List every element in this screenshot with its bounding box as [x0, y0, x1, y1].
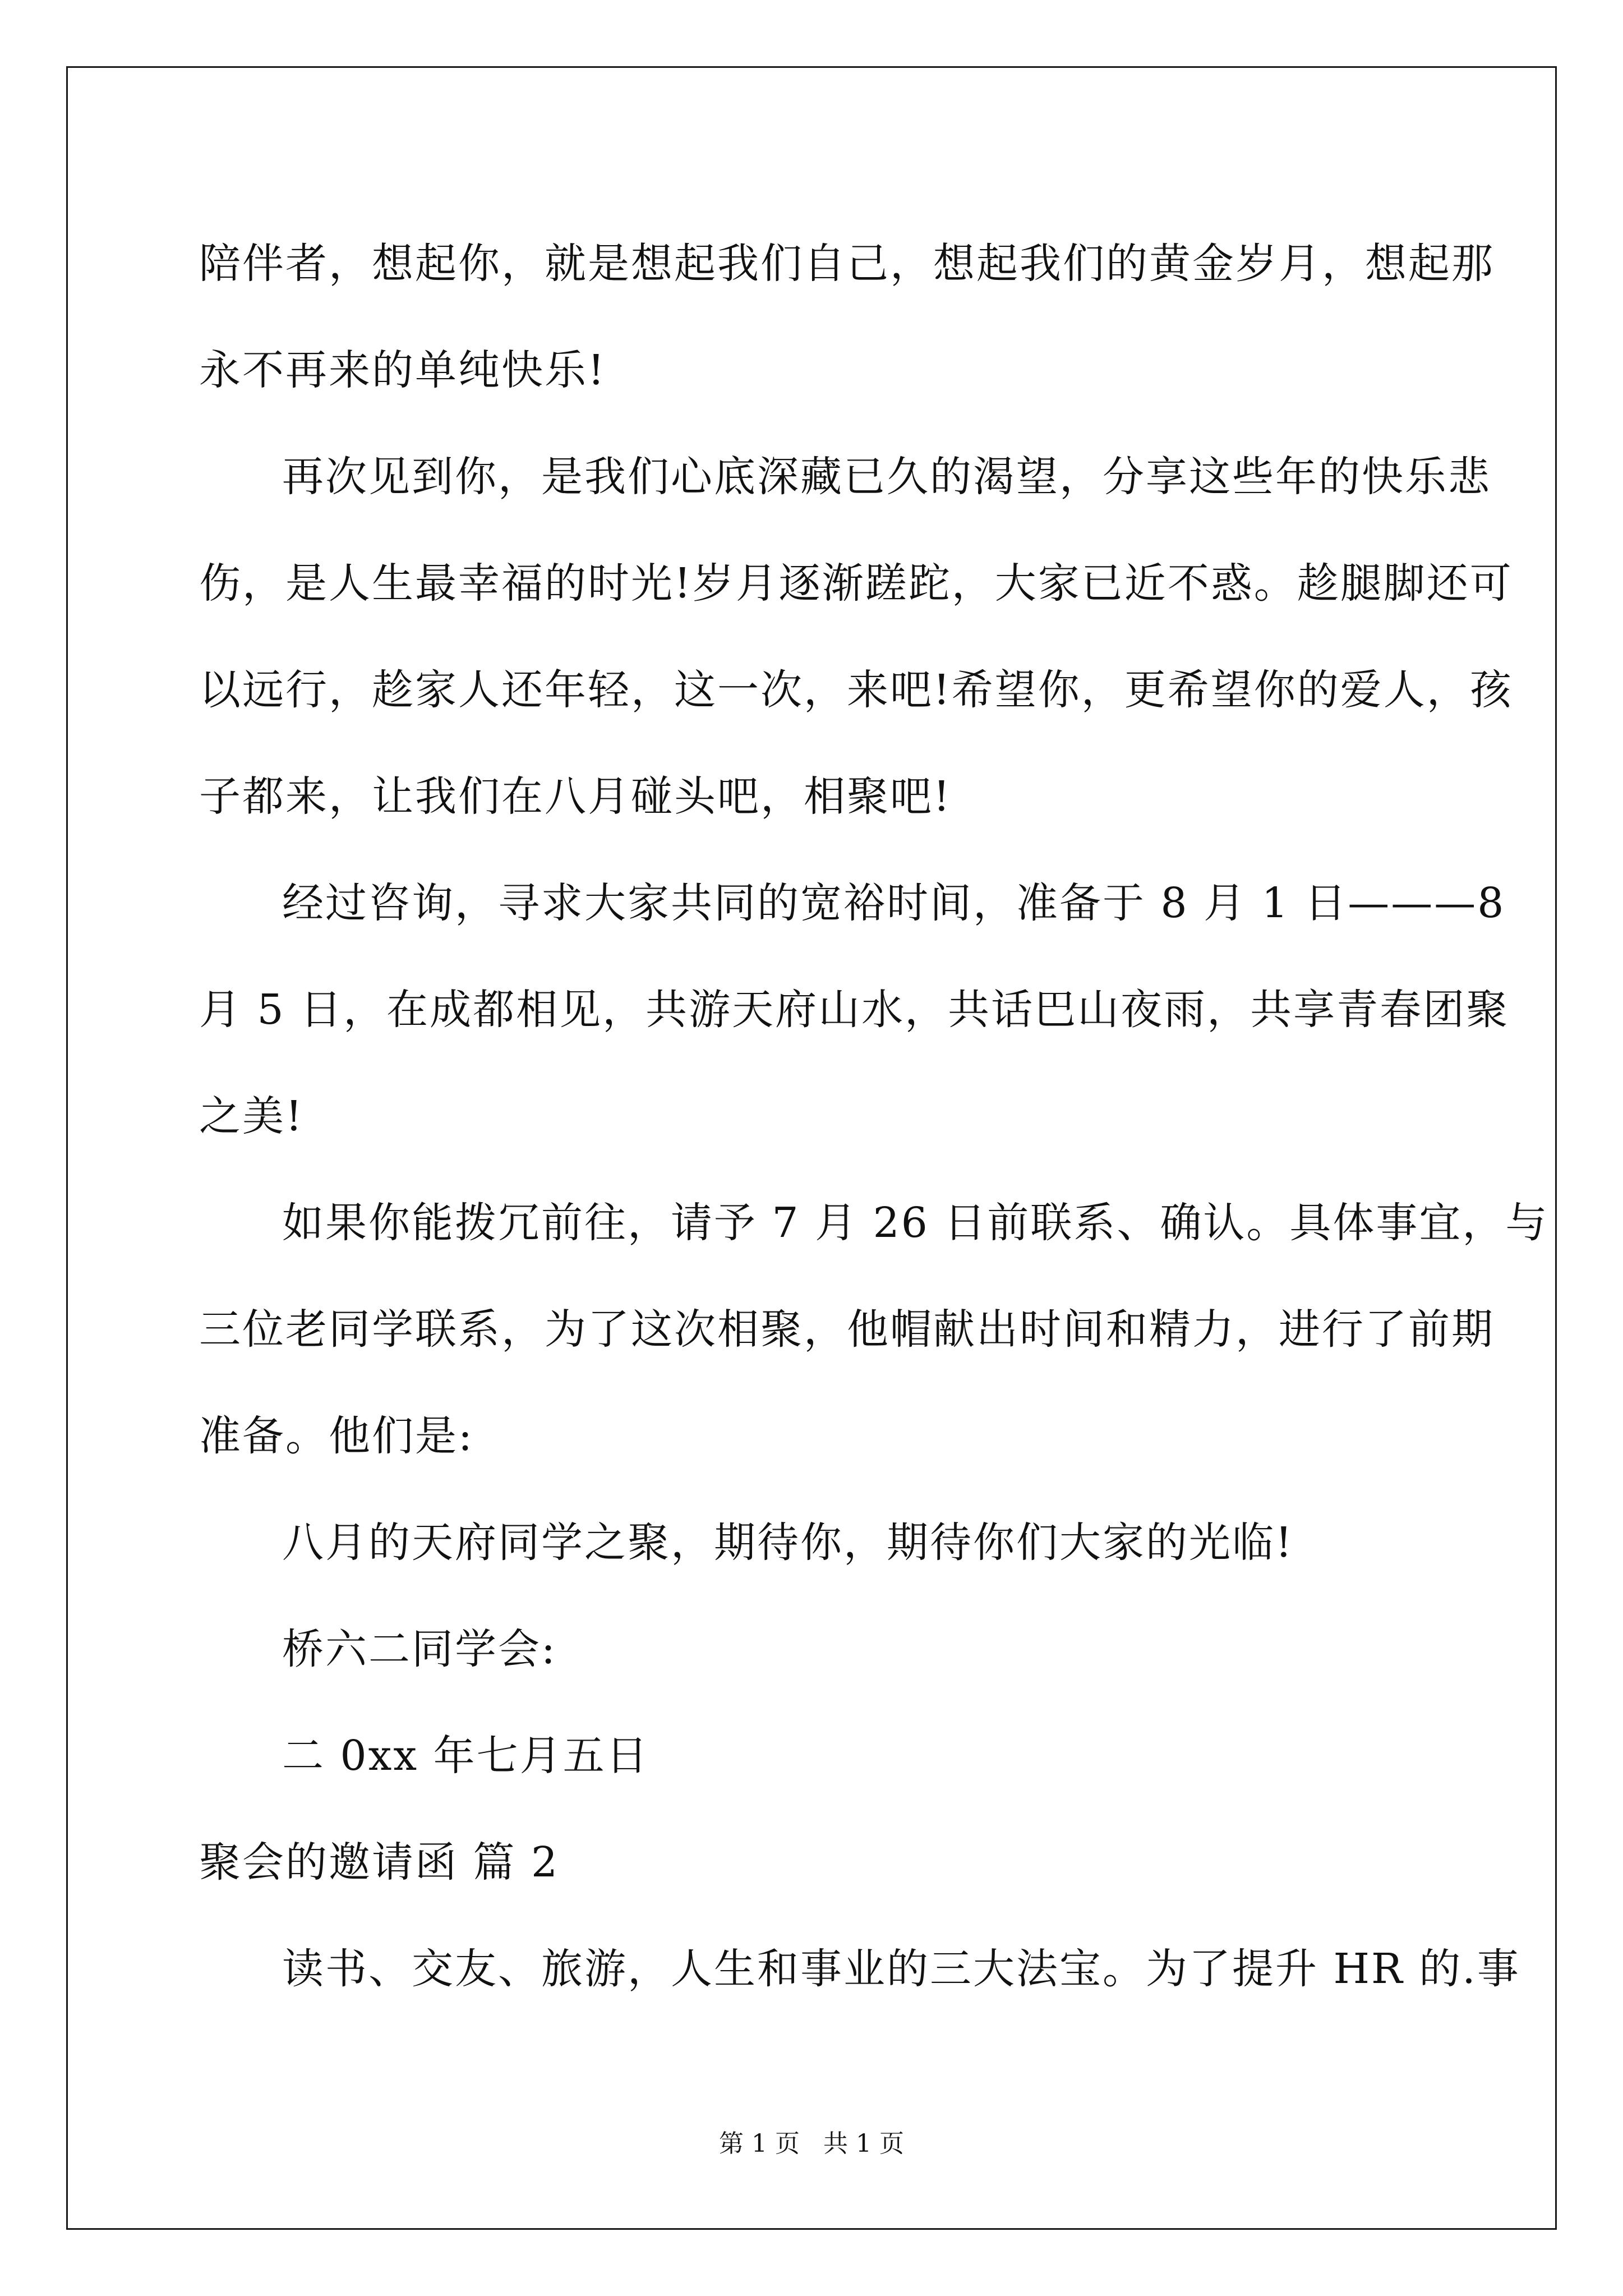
text-line: 子都来，让我们在八月碰头吧，相聚吧! — [199, 772, 952, 821]
text-line: 如果你能拨冗前往，请予 7 月 26 日前联系、确认。具体事宜，与 — [282, 1199, 1549, 1247]
text-line: 经过咨询，寻求大家共同的宽裕时间，准备于 8 月 1 日———8 — [282, 879, 1506, 927]
text-line: 月 5 日，在成都相见，共游天府山水，共话巴山夜雨，共享青春团聚 — [199, 986, 1510, 1034]
text-line: 再次见到你，是我们心底深藏已久的渴望，分享这些年的快乐悲 — [282, 453, 1491, 501]
text-line: 读书、交友、旅游，人生和事业的三大法宝。为了提升 HR 的.事 — [282, 1945, 1520, 1993]
text-line: 陪伴者，想起你，就是想起我们自己，想起我们的黄金岁月，想起那 — [199, 240, 1495, 288]
text-line: 八月的天府同学之聚，期待你，期待你们大家的光临! — [282, 1519, 1294, 1567]
section-heading: 聚会的邀请函 篇 2 — [199, 1838, 560, 1887]
text-line: 之美! — [199, 1092, 304, 1140]
text-line: 伤，是人生最幸福的时光!岁月逐渐蹉跎，大家已近不惑。趁腿脚还可 — [199, 559, 1513, 608]
signature-line: 桥六二同学会: — [282, 1625, 557, 1673]
page-footer: 第 1 页 共 1 页 — [719, 2129, 904, 2158]
text-line: 以远行，趁家人还年轻，这一次，来吧!希望你，更希望你的爱人，孩 — [199, 666, 1513, 714]
text-line: 三位老同学联系，为了这次相聚，他帽献出时间和精力，进行了前期 — [199, 1305, 1495, 1354]
text-line: 准备。他们是: — [199, 1412, 474, 1460]
document-body — [199, 210, 1549, 2022]
date-line: 二 0xx 年七月五日 — [282, 1732, 649, 1780]
text-line: 永不再来的单纯快乐! — [199, 346, 606, 394]
